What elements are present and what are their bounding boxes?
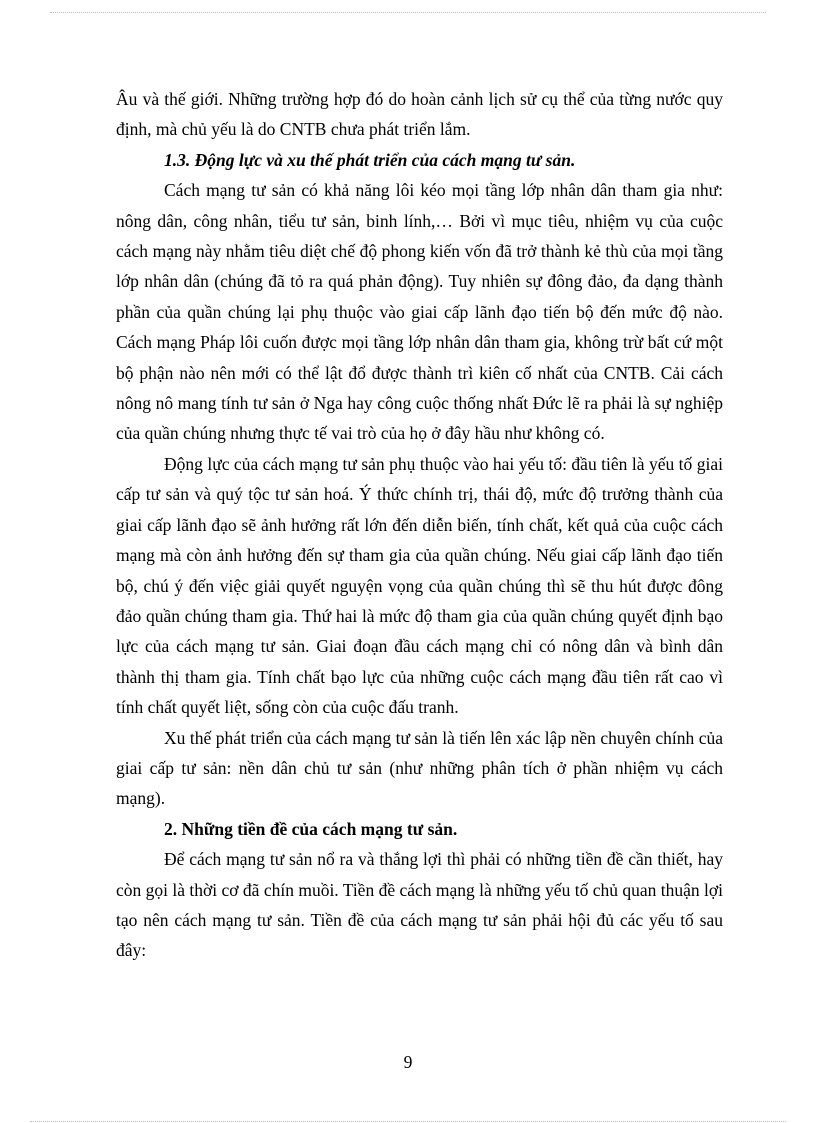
paragraph-preconditions: Để cách mạng tư sản nổ ra và thắng lợi thì phải có những tiền đề cần thiết, hay còn gọi là thời cơ đã chín muồi. Tiền đề cách mạng là những yếu tố chủ quan thuận lợi tạo nên cách mạng tư sản. Tiền đề của cách mạng tư sản phải hội đủ các yếu tố sau đây: [116,849,723,961]
page-border-top [50,12,766,13]
page-number: 9 [403,1052,413,1072]
section-heading-1-3: 1.3. Động lực và xu thế phát triển của cách mạng tư sản. [164,149,576,170]
paragraph-mass-participation: Cách mạng tư sản có khả năng lôi kéo mọi tầng lớp nhân dân tham gia như: nông dân, công nhân, tiểu tư sản, binh lính,… Bởi vì mục tiêu, nhiệm vụ của cuộc cách mạng này nhằm tiêu diệt chế độ phong kiến vốn đã trở thành kẻ thù của mọi tầng lớp nhân dân (chúng đã tỏ ra quá phản động). Tuy nhiên sự đông đảo, đa dạng thành phần của quần chúng lại phụ thuộc vào giai cấp lãnh đạo tiến bộ đến mức độ nào. Cách mạng Pháp lôi cuốn được mọi tầng lớp nhân dân tham gia, không trừ bất cứ một bộ phận nào nên mới có thể lật đổ được thành trì kiên cố nhất của CNTB. Cải cách nông nô mang tính tư sản ở Nga hay công cuộc thống nhất Đức lẽ ra phải là sự nghiệp của quần chúng nhưng thực tế vai trò của họ ở đây hầu như không có. [116,180,723,444]
paragraph-continuation: Âu và thế giới. Những trường hợp đó do hoàn cảnh lịch sử cụ thể của từng nước quy định, mà chủ yếu là do CNTB chưa phát triển lắm. [116,89,723,140]
paragraph-driving-forces: Động lực của cách mạng tư sản phụ thuộc vào hai yếu tố: đầu tiên là yếu tố giai cấp tư sản và quý tộc tư sản hoá. Ý thức chính trị, thái độ, mức độ trưởng thành của giai cấp lãnh đạo sẽ ảnh hưởng rất lớn đến diễn biến, tính chất, kết quả của cuộc cách mạng mà còn ảnh hưởng đến sự tham gia của quần chúng. Nếu giai cấp lãnh đạo tiến bộ, chú ý đến việc giải quyết nguyện vọng của quần chúng thì sẽ thu hút được đông đảo quần chúng tham gia. Thứ hai là mức độ tham gia của quần chúng quyết định bạo lực của cách mạng tư sản. Giai đoạn đầu cách mạng chỉ có nông dân và bình dân thành thị tham gia. Tính chất bạo lực của những cuộc cách mạng đầu tiên rất cao vì tính chất quyết liệt, sống còn của cuộc đấu tranh. [116,453,723,718]
paragraph-development-trend: Xu thế phát triển của cách mạng tư sản là tiến lên xác lập nền chuyên chính của giai cấp tư sản: nền dân chủ tư sản (như những phân tích ở phần nhiệm vụ cách mạng). [116,727,723,809]
section-heading-2: 2. Những tiền đề của cách mạng tư sản. [164,818,458,839]
document-body [116,84,723,966]
page-border-bottom [30,1121,786,1122]
